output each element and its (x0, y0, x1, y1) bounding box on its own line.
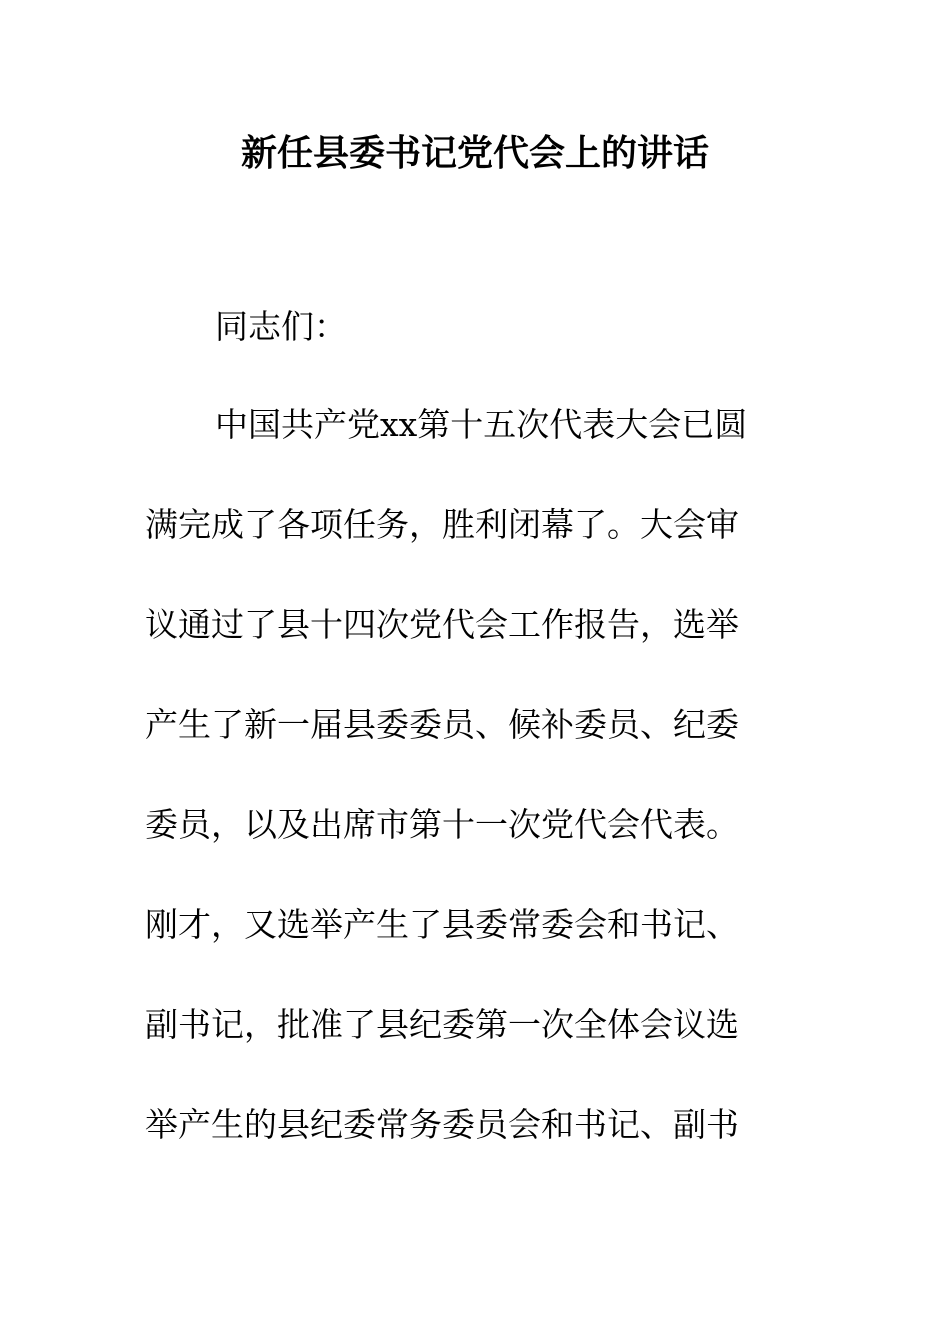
salutation: 同志们： (215, 307, 347, 346)
paragraph-line: 满完成了各项任务，胜利闭幕了。大会审 (145, 505, 739, 544)
document-title: 新任县委书记党代会上的讲话 (240, 132, 709, 174)
paragraph-line: 中国共产党xx第十五次代表大会已圆 (215, 405, 748, 444)
paragraph-line: 委员，以及出席市第十一次党代会代表。 (145, 805, 739, 844)
paragraph-line: 副书记，批准了县纪委第一次全体会议选 (145, 1005, 739, 1044)
paragraph-line: 举产生的县纪委常务委员会和书记、副书 (145, 1105, 739, 1144)
paragraph-line: 刚才，又选举产生了县委常委会和书记、 (145, 905, 739, 944)
paragraph-line: 产生了新一届县委委员、候补委员、纪委 (145, 705, 739, 744)
paragraph-line: 议通过了县十四次党代会工作报告，选举 (145, 605, 739, 644)
